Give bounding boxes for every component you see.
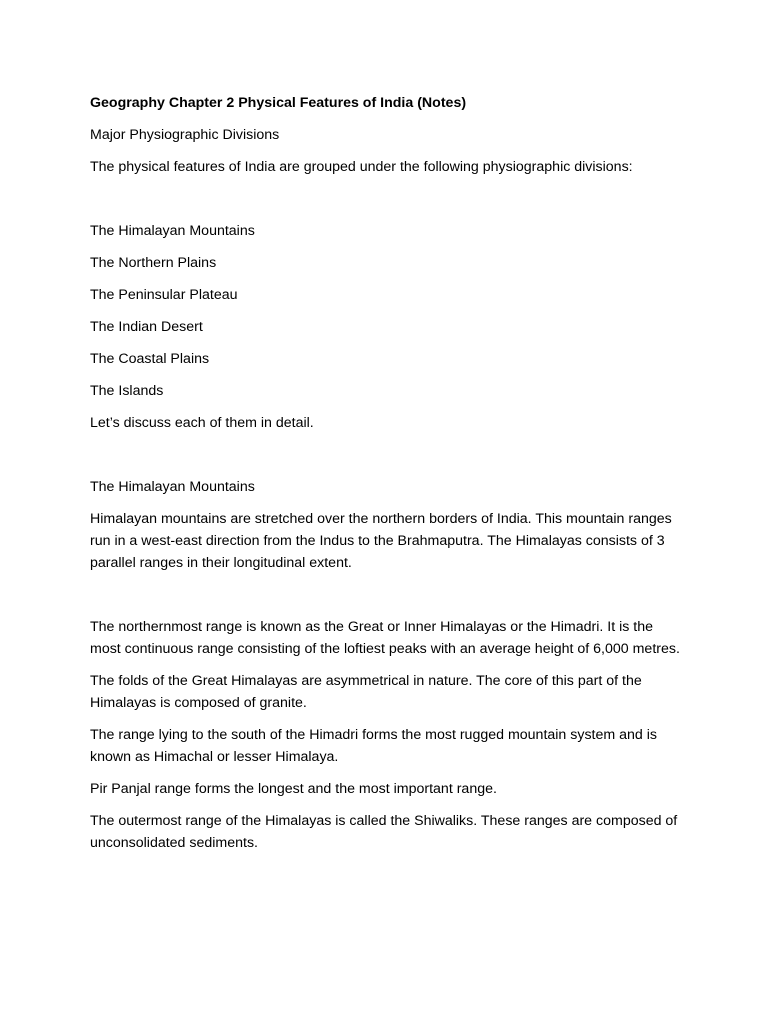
division-item: The Islands bbox=[90, 383, 164, 399]
division-item: The Peninsular Plateau bbox=[90, 287, 238, 303]
blank-line bbox=[90, 188, 680, 210]
detail-paragraph: The northernmost range is known as the Great or Inner Himalayas or the Himadri. It is the most continuous range consisting of the loftiest peaks with an average height of 6,000 metres. bbox=[90, 619, 680, 657]
himalaya-heading: The Himalayan Mountains bbox=[90, 479, 255, 495]
detail-paragraph: The outermost range of the Himalayas is called the Shiwaliks. These ranges are composed of unconsolidated sediments. bbox=[90, 813, 678, 851]
himalaya-intro-paragraph: Himalayan mountains are stretched over the northern borders of India. This mountain ranges run in a west-east direction from the Indus to the Brahmaputra. The Himalayas consists of 3 parallel ranges in their longitudinal extent. bbox=[90, 511, 672, 571]
division-item: The Coastal Plains bbox=[90, 351, 210, 367]
division-item: The Indian Desert bbox=[90, 319, 203, 335]
document-body bbox=[90, 92, 680, 864]
division-item: The Northern Plains bbox=[90, 255, 217, 271]
division-item: The Himalayan Mountains bbox=[90, 223, 255, 239]
document-title: Geography Chapter 2 Physical Features of India (Notes) bbox=[90, 95, 467, 111]
blank-line bbox=[90, 444, 680, 466]
section-subtitle: Major Physiographic Divisions bbox=[90, 127, 280, 143]
discuss-paragraph: Let’s discuss each of them in detail. bbox=[90, 415, 314, 431]
detail-paragraph: The range lying to the south of the Himadri forms the most rugged mountain system and is known as Himachal or lesser Himalaya. bbox=[90, 727, 657, 765]
detail-paragraph: Pir Panjal range forms the longest and the most important range. bbox=[90, 781, 497, 797]
detail-paragraph: The folds of the Great Himalayas are asymmetrical in nature. The core of this part of the Himalayas is composed of granite. bbox=[90, 673, 642, 711]
intro-paragraph: The physical features of India are grouped under the following physiographic divisions: bbox=[90, 159, 633, 175]
blank-line bbox=[90, 584, 680, 606]
